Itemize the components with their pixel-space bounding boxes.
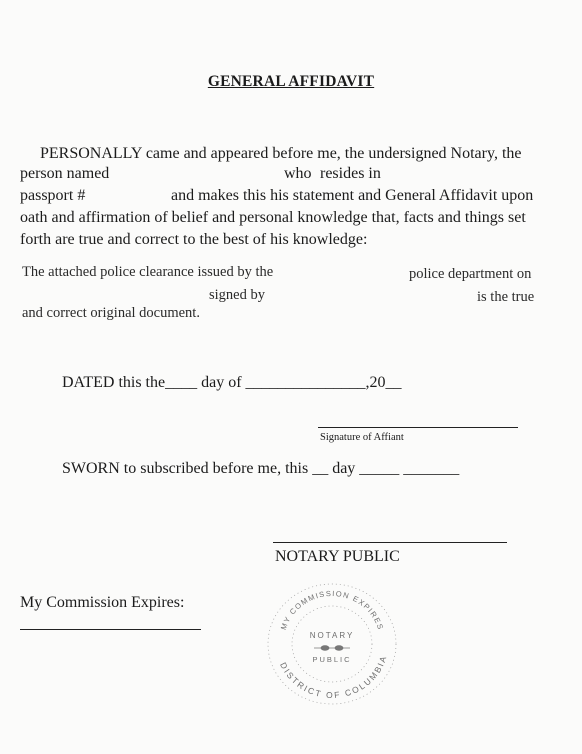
signature-of-affiant-label: Signature of Affiant — [320, 432, 404, 443]
seal-public-text: PUBLIC — [312, 655, 352, 664]
sworn-day-blank[interactable]: __ — [312, 460, 329, 477]
seal-notary-text: NOTARY — [309, 631, 355, 640]
police-clearance-line: The attached police clearance issued by the — [22, 264, 274, 280]
sworn-label: SWORN to subscribed before me, this — [62, 460, 309, 477]
day-blank[interactable]: ____ — [165, 374, 198, 391]
seal-dotted-ring — [268, 584, 396, 704]
police-department-label: police department on — [409, 266, 532, 282]
document-title: GENERAL AFFIDAVIT — [207, 73, 375, 90]
affiant-signature-line[interactable] — [318, 427, 518, 428]
year-prefix-label: ,20 — [365, 374, 386, 391]
original-document-line: and correct original document. — [22, 305, 200, 321]
sworn-day-label: day — [332, 460, 356, 477]
oath-line: oath and affirmation of belief and personal knowledge that, facts and things set — [20, 209, 526, 226]
dated-this-label: DATED this the — [62, 374, 166, 391]
resides-in-label: resides in — [320, 165, 381, 182]
seal-commission-text: MY COMMISSION EXPIRES — [278, 588, 386, 632]
passport-label: passport # — [20, 187, 86, 204]
day-of-label: day of — [201, 374, 242, 391]
dated-line — [62, 374, 402, 392]
statement-line: and makes this his statement and General Affidavit upon — [171, 187, 534, 204]
affidavit-intro-line: PERSONALLY came and appeared before me, the undersigned Notary, the — [40, 145, 522, 162]
sworn-month-blank[interactable]: _____ _______ — [359, 460, 460, 477]
sworn-line — [62, 460, 459, 478]
seal-emblem-icon — [314, 646, 350, 651]
month-blank[interactable]: _______________ — [245, 374, 366, 391]
seal-district-text: DISTRICT OF COLUMBIA — [278, 653, 389, 701]
year-blank[interactable]: __ — [385, 374, 402, 391]
notary-signature-line[interactable] — [273, 542, 507, 543]
is-the-true-label: is the true — [477, 289, 535, 305]
person-named-label: person named — [20, 165, 110, 182]
signed-by-label: signed by — [209, 287, 265, 303]
notary-seal-stamp — [262, 578, 402, 708]
who-label: who — [284, 165, 312, 182]
commission-date-line[interactable] — [20, 629, 201, 630]
knowledge-line: forth are true and correct to the best of his knowledge: — [20, 231, 368, 248]
commission-expires-label: My Commission Expires: — [20, 594, 185, 611]
notary-public-label: NOTARY PUBLIC — [275, 548, 400, 565]
